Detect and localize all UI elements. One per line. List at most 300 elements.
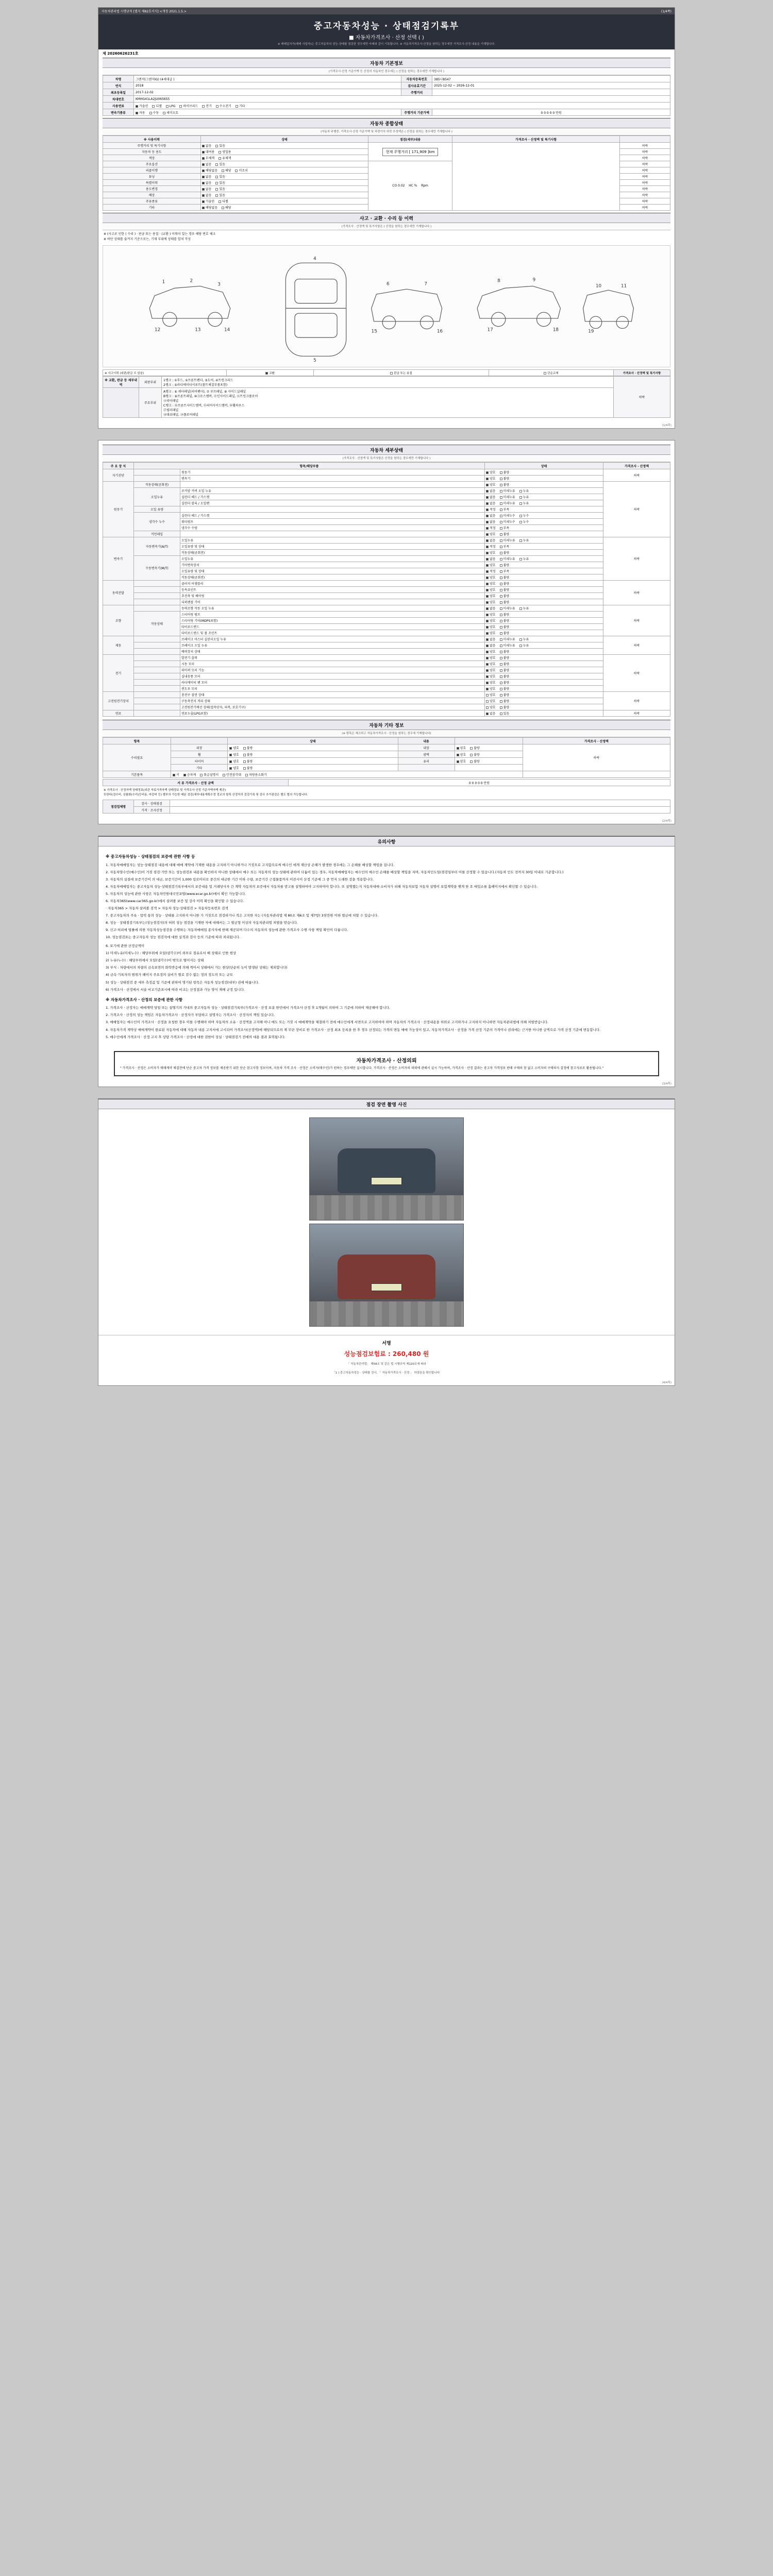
state-option[interactable]: 불량	[500, 581, 510, 586]
table-row	[103, 599, 670, 605]
sub-name: 오일누유	[134, 488, 180, 506]
state-option[interactable]: 양호	[486, 699, 496, 703]
state-options	[485, 574, 603, 581]
sub-name	[134, 698, 180, 704]
parts-line: 1랭크 : ①후드, ②프론트펜더, ③도어, ④트렁크리드	[163, 378, 233, 382]
form-topbar	[98, 8, 675, 14]
row-value2: 385나8547	[432, 76, 670, 82]
state-options	[485, 630, 603, 636]
price-cell	[452, 143, 619, 211]
price-cell: 하락	[523, 744, 670, 771]
state-options	[228, 765, 398, 771]
state-options-2	[455, 751, 523, 758]
state-option[interactable]: 해당없음	[202, 205, 217, 210]
svg-text:10: 10	[595, 283, 602, 289]
state-option[interactable]: 불량	[500, 662, 510, 666]
state-option[interactable]: 부족	[500, 526, 510, 530]
state-option[interactable]: 양호	[486, 655, 496, 660]
col-content: 내용	[398, 738, 455, 744]
col-detail: 점검(세부)내용	[368, 136, 452, 143]
state-option[interactable]: 양호	[486, 674, 496, 679]
state-option[interactable]: 없음	[486, 513, 496, 518]
state-option[interactable]: 없음	[486, 519, 496, 524]
state-option[interactable]: 미세누유	[500, 501, 515, 505]
state-option[interactable]: 양호	[486, 587, 496, 592]
row-note: 하락	[620, 186, 670, 192]
sub-name	[134, 642, 180, 649]
state-option[interactable]: 있음	[500, 711, 510, 716]
fuel-option[interactable]: 가솔린	[136, 104, 148, 108]
table-row	[103, 800, 670, 807]
part-name: 발전기 출력	[180, 655, 485, 661]
fuel-option[interactable]: 수소전기	[216, 104, 231, 108]
state-option[interactable]: 대여용	[202, 149, 214, 154]
state-options	[228, 744, 398, 751]
row-note: 하락	[620, 155, 670, 161]
row-options	[200, 198, 368, 205]
state-option[interactable]: 누수	[519, 519, 529, 524]
state-option[interactable]: 없음	[486, 556, 496, 561]
svg-text:7: 7	[424, 281, 427, 287]
table-row	[103, 562, 670, 568]
state-option[interactable]: 불량	[243, 766, 253, 770]
state-option[interactable]: 양호	[486, 631, 496, 635]
repair-needed-label: 수리필요	[103, 744, 171, 771]
row-note: 하락	[620, 161, 670, 167]
part-name-2	[398, 765, 455, 771]
table-row	[103, 89, 670, 96]
state-options	[228, 751, 398, 758]
notice-item2: 3. 매매업자는 매수인이 가격조사 · 산정을 요청한 경우 이를 수행해야 하며 자동차의 소유 · 산정액을 고지해 아니 매도 또는 거짓 시 매매계약을 체결하기 전에 매수인에게 서면으로 고지하여야 하며 자동차의 가격조사 · 산정내용을 허위로 고지하거나 고지하지 아니하면 자동차관리법에 의해 처벌받습니다.	[106, 1020, 549, 1025]
state-option[interactable]: 적정	[486, 544, 496, 549]
row-options	[200, 180, 368, 186]
state-option[interactable]: 누유	[519, 495, 529, 499]
table-row	[103, 618, 670, 624]
state-option[interactable]: 가솔린	[202, 199, 214, 204]
state-option[interactable]: 없음	[486, 538, 496, 543]
sheet4-footer: (4/4쪽)	[662, 1381, 671, 1385]
state-option[interactable]: 미세누유	[500, 556, 515, 561]
state-option[interactable]: 불량	[500, 618, 510, 623]
state-options	[485, 581, 603, 587]
part-name: 연료누출(LPG포함)	[180, 710, 485, 717]
state-option[interactable]: 양호	[486, 581, 496, 586]
sub-name	[134, 469, 180, 476]
fuel-option[interactable]: 하이브리드	[179, 104, 198, 108]
col-name	[171, 738, 228, 744]
group-name: 자기진단	[103, 469, 134, 482]
state-option[interactable]: 미조치	[235, 168, 247, 173]
state-option[interactable]: 불량	[243, 745, 253, 750]
state-option[interactable]: 해당	[222, 168, 231, 173]
document-number: 제 20260626231호	[103, 52, 139, 56]
table-row	[103, 593, 670, 599]
state-option[interactable]: 양호	[486, 482, 496, 487]
state-option[interactable]: 부족	[500, 507, 510, 512]
state-option[interactable]: 양호	[229, 745, 239, 750]
group-name: 연료	[103, 710, 134, 717]
state-option[interactable]: 불량	[470, 745, 480, 750]
part-name-2: 내장	[398, 744, 455, 751]
row-note: 하락	[620, 174, 670, 180]
sub-name: 수동변속기(M/T)	[134, 556, 180, 581]
table-row	[103, 680, 670, 686]
state-option[interactable]: 양호	[457, 759, 466, 764]
state-option[interactable]: 있음	[215, 180, 225, 185]
accessory-option[interactable]: 차량용소화기	[245, 772, 267, 777]
state-option[interactable]: 있음	[215, 187, 225, 191]
table-row	[103, 630, 670, 636]
state-option[interactable]: 부족	[500, 569, 510, 573]
state-options-2	[455, 765, 523, 771]
group-name: 원동기	[103, 482, 134, 537]
state-option[interactable]: 무채색	[202, 156, 214, 160]
table-row	[103, 531, 670, 537]
state-option[interactable]: 양호	[229, 766, 239, 770]
col-state: 상태	[485, 463, 603, 469]
legend-item[interactable]: 단순교체	[489, 370, 613, 376]
transmission-option[interactable]: 세미오토	[163, 110, 178, 115]
state-option[interactable]: 미세누유	[500, 495, 515, 499]
parts-line: ⑱대쉬패널, ⑲플로어패널	[163, 413, 198, 417]
row-item: 주행거리 및 특기사항	[103, 143, 201, 149]
odometer-label: 주행거리 기준가액	[401, 109, 432, 116]
hc-label: HC	[409, 184, 413, 188]
state-options	[485, 599, 603, 605]
state-option[interactable]: 불량	[500, 680, 510, 685]
state-option[interactable]: 누유	[519, 488, 529, 493]
sub-name	[134, 692, 180, 698]
part-name: 라디에이터 팬 모터	[180, 680, 485, 686]
notice-block	[98, 846, 675, 1047]
garage-floor	[310, 1301, 463, 1326]
part-name	[180, 482, 485, 488]
state-option[interactable]: 양호	[486, 563, 496, 567]
accessory-option[interactable]: 키	[173, 772, 179, 777]
state-options	[485, 642, 603, 649]
table-row	[103, 673, 670, 680]
state-option[interactable]: 불량	[500, 594, 510, 598]
sign-row-value[interactable]	[170, 800, 670, 807]
table-header-row	[103, 136, 670, 143]
transmission-option[interactable]: 수동	[149, 110, 159, 115]
state-option[interactable]: 불량	[500, 631, 510, 635]
col-state: 상태	[228, 738, 398, 744]
fuel-option[interactable]: LPG	[166, 105, 176, 108]
state-option[interactable]: 미세누수	[500, 519, 515, 524]
state-option[interactable]: 양호	[486, 680, 496, 685]
state-option[interactable]: 없음	[202, 180, 212, 185]
state-options	[485, 476, 603, 482]
table-row	[103, 82, 670, 89]
state-option[interactable]: 부족	[500, 544, 510, 549]
part-name: 타이로드엔드	[180, 624, 485, 630]
state-option[interactable]: 불량	[500, 587, 510, 592]
parts-lines	[162, 388, 614, 418]
notice-num-title: 6. 보기에 관한 산정금액이	[106, 944, 145, 948]
part-name: 원동기	[180, 469, 485, 476]
accessory-option[interactable]: 안전삼각대	[223, 772, 241, 777]
state-option[interactable]: 없음	[486, 501, 496, 505]
state-option[interactable]: 불량	[500, 612, 510, 617]
accident-note-2: ※ 하단 상태를 숨겨지 기준으로는, 기재 부위에 상태를 합쳐 작성	[104, 237, 191, 241]
state-option[interactable]: 양호	[486, 649, 496, 654]
notice-item2: 2. 가격조사 · 산정의 성능 책임은 자동차가격조사 · 산정자가 부담하고 설명자는 가격조사 · 산정자의 책임 있습니다.	[106, 1013, 275, 1018]
state-option[interactable]: 미세누유	[500, 637, 515, 641]
sub-name	[134, 476, 180, 482]
parts-line: C랭크 : ⑭프론트사이드멤버, ⑮리어사이드멤버, ⑯휠하우스	[163, 403, 245, 408]
state-option[interactable]: 있음	[215, 174, 225, 179]
sub-name	[134, 667, 180, 673]
odometer-value: 0 0 0 0 0 만원	[432, 109, 670, 116]
state-option[interactable]: 양호	[457, 752, 466, 757]
row-label: 연식	[103, 82, 134, 89]
state-option[interactable]: 있음	[215, 193, 225, 197]
state-options	[485, 469, 603, 476]
state-option[interactable]: 적정	[486, 569, 496, 573]
state-options	[485, 636, 603, 642]
fuel-option[interactable]: 디젤	[152, 104, 162, 108]
total-value: 0 0 0 0 0 만원	[289, 779, 670, 786]
state-options	[485, 698, 603, 704]
state-options	[485, 488, 603, 494]
part-name: 휠	[171, 751, 228, 758]
state-option[interactable]: 없음	[486, 637, 496, 641]
total-label: 서 류 가격조사 · 산정 금액	[103, 779, 289, 786]
sub-name	[134, 599, 180, 605]
state-options	[485, 550, 603, 556]
state-option[interactable]: 없음	[486, 488, 496, 493]
table-row	[103, 388, 670, 418]
row-item: 자동차 등 용도	[103, 149, 201, 155]
parts-line: A랭크 : ⑥ 쿼터패널(리어펜더), ⑦ 루프패널, ⑧ 사이드실패널	[163, 389, 246, 394]
state-options	[485, 661, 603, 667]
state-option[interactable]: 불량	[500, 476, 510, 481]
state-option[interactable]: 양호	[486, 470, 496, 474]
state-option[interactable]: 유채색	[219, 156, 231, 160]
state-option[interactable]: 누유	[519, 556, 529, 561]
fuel-option[interactable]: 기타	[236, 104, 245, 108]
sheet3-footer: (3/4쪽)	[662, 1082, 671, 1086]
state-option[interactable]: 불량	[500, 600, 510, 604]
state-option[interactable]: 불량	[500, 482, 510, 487]
state-option[interactable]: 영업용	[219, 149, 231, 154]
declaration-title: 자동차가격조사 · 산정의뢰	[356, 1058, 417, 1064]
sub-name	[134, 593, 180, 599]
state-option[interactable]: 불량	[500, 655, 510, 660]
state-option[interactable]: 있음	[215, 143, 225, 148]
state-option[interactable]: 양호	[486, 692, 496, 697]
state-options	[485, 649, 603, 655]
group-name: 조향	[103, 605, 134, 636]
state-option[interactable]: 불량	[500, 550, 510, 555]
state-option[interactable]: 양호	[486, 575, 496, 580]
price-cell: 하락	[603, 605, 670, 636]
state-option[interactable]: 불량	[500, 699, 510, 703]
state-option[interactable]: 불량	[243, 759, 253, 764]
svg-text:19: 19	[588, 329, 594, 334]
state-option[interactable]: 디젤	[219, 199, 228, 204]
state-option[interactable]: 양호	[486, 624, 496, 629]
inspector-label: 점검업체명	[103, 800, 134, 814]
row-note: 하락	[620, 167, 670, 174]
state-option[interactable]: 양호	[486, 686, 496, 691]
fuel-option[interactable]: 전기	[202, 104, 212, 108]
parts-title: ※ 교환, 판금 등 세부내역	[103, 377, 139, 388]
state-option[interactable]: 누유	[519, 643, 529, 648]
part-name: 기타	[171, 765, 228, 771]
state-option[interactable]: 불량	[500, 575, 510, 580]
inspector-sign-table	[103, 800, 670, 814]
state-option[interactable]: 불량	[500, 686, 510, 691]
state-option[interactable]: 없음	[202, 174, 212, 179]
price-cell: 하락	[603, 655, 670, 692]
part-name-2: 광택	[398, 751, 455, 758]
state-option[interactable]: 양호	[457, 745, 466, 750]
state-option[interactable]: 없음	[202, 187, 212, 191]
state-option[interactable]: 불량	[470, 752, 480, 757]
vehicle-body	[338, 1255, 436, 1299]
table-row	[103, 476, 670, 482]
sign-row-label: 검사 · 상태점검	[134, 800, 170, 807]
row-label2: 주행거리	[401, 89, 432, 96]
state-option[interactable]: 양호	[486, 532, 496, 536]
svg-text:14: 14	[224, 327, 230, 333]
accessory-option[interactable]: 승차계	[183, 772, 196, 777]
state-option[interactable]: 적정	[486, 526, 496, 530]
accessory-label: 기본품목	[103, 771, 171, 778]
part-name: 클러치 어셈블리	[180, 581, 485, 587]
state-option[interactable]: 양호	[486, 662, 496, 666]
state-option[interactable]: 미세누유	[500, 488, 515, 493]
state-option[interactable]: 불량	[243, 752, 253, 757]
row-item: 튜닝	[103, 174, 201, 180]
accessory-options	[171, 771, 523, 778]
state-option[interactable]: 미세누유	[500, 538, 515, 543]
part-name: 구동축전지 격리 상태	[180, 698, 485, 704]
table-row	[103, 807, 670, 814]
state-option[interactable]: 불량	[500, 692, 510, 697]
section5-title: 자동차 기타 정보	[103, 720, 670, 730]
part-name: 충전구 절연 상태	[180, 692, 485, 698]
state-option[interactable]: 불량	[500, 649, 510, 654]
state-option[interactable]: 적정	[486, 507, 496, 512]
state-option[interactable]: 불량	[500, 532, 510, 536]
accessory-option[interactable]: 취급설명서	[200, 772, 219, 777]
price-cell: 하락	[603, 581, 670, 605]
state-option[interactable]: 누유	[519, 501, 529, 505]
page-subtitle: ■ 자동차가격조사 · 산정 선택 ( )	[349, 35, 424, 41]
state-option[interactable]: 없음	[202, 193, 212, 197]
part-name: 스티어링 기어(MDPS포함)	[180, 618, 485, 624]
sign-row-value[interactable]	[170, 807, 670, 814]
state-option[interactable]: 양호	[486, 612, 496, 617]
notice-num-item: 6) 가격조사 · 산정에서 서술 비교기준표시에 따라 비교는 산정결과 가능 양식 재해 규정 입니다.	[106, 987, 245, 992]
row-options	[200, 167, 368, 174]
state-option[interactable]: 없음	[486, 711, 496, 716]
row-options	[200, 174, 368, 180]
state-option[interactable]: 누유	[519, 606, 529, 611]
sub-name	[134, 704, 180, 710]
state-option[interactable]: 미세누수	[500, 513, 515, 518]
state-option[interactable]: 해당	[222, 205, 231, 210]
part-name: 동력조향 작동 오일 누유	[180, 605, 485, 612]
table-row	[103, 377, 670, 388]
state-option[interactable]: 없음	[202, 162, 212, 166]
state-option[interactable]: 양호	[229, 752, 239, 757]
accident-notes	[103, 230, 670, 243]
svg-text:8: 8	[497, 278, 500, 284]
svg-text:9: 9	[532, 278, 536, 283]
state-option[interactable]: 없음	[486, 606, 496, 611]
state-option[interactable]: 불량	[470, 759, 480, 764]
part-name: 워터펌프	[180, 519, 485, 525]
state-option[interactable]: 누수	[519, 513, 529, 518]
state-options	[485, 655, 603, 661]
legend-item[interactable]: 교환	[227, 370, 314, 376]
state-option[interactable]: 없음	[486, 643, 496, 648]
state-option[interactable]: 양호	[486, 594, 496, 598]
row-options	[200, 143, 368, 149]
sub-name	[134, 680, 180, 686]
state-option[interactable]: 없음	[202, 143, 212, 148]
group-name: 고전원전기장치	[103, 692, 134, 710]
part-name: 오일누유	[180, 537, 485, 544]
row-options	[200, 186, 368, 192]
svg-text:6: 6	[386, 281, 390, 287]
fuel-options	[134, 103, 670, 109]
state-option[interactable]: 있음	[215, 162, 225, 166]
col-state: 상태	[200, 136, 368, 143]
part-name: 윈도우 모터	[180, 686, 485, 692]
sub-name	[134, 710, 180, 717]
state-options	[485, 673, 603, 680]
state-option[interactable]: 없음	[486, 495, 496, 499]
state-option[interactable]: 불량	[500, 674, 510, 679]
price-cell: 하락	[603, 636, 670, 655]
state-option[interactable]: 불량	[500, 470, 510, 474]
page-number: (1/4쪽)	[661, 10, 671, 13]
sub-name: 커먼레일	[134, 531, 180, 537]
state-option[interactable]: 양호	[486, 600, 496, 604]
state-option[interactable]: 불량	[500, 563, 510, 567]
table-row	[103, 624, 670, 630]
state-option[interactable]: 양호	[486, 705, 496, 709]
garage-floor	[310, 1195, 463, 1220]
state-option[interactable]: 해당없음	[202, 168, 217, 173]
state-option[interactable]: 불량	[500, 624, 510, 629]
state-option[interactable]: 불량	[500, 705, 510, 709]
transmission-option[interactable]: 자동	[136, 110, 145, 115]
section7-title: 점검 장면 촬영 사진	[98, 1099, 675, 1109]
state-option[interactable]: 양호	[486, 668, 496, 672]
table-row	[103, 574, 670, 581]
legend-item[interactable]: 판금 또는 용접	[314, 370, 489, 376]
state-option[interactable]: 미세누유	[500, 606, 515, 611]
state-option[interactable]: 미세누유	[500, 643, 515, 648]
state-option[interactable]: 누유	[519, 637, 529, 641]
state-option[interactable]: 누유	[519, 538, 529, 543]
sheet-2	[98, 440, 675, 824]
state-options	[485, 519, 603, 525]
state-option[interactable]: 양호	[486, 618, 496, 623]
state-option[interactable]: 양호	[486, 476, 496, 481]
price-cell	[523, 771, 670, 778]
state-option[interactable]: 불량	[500, 668, 510, 672]
insurance-price: 성능점검보험료 : 260,480 원	[344, 1350, 429, 1358]
state-option[interactable]: 양호	[229, 759, 239, 764]
state-option[interactable]: 양호	[486, 550, 496, 555]
